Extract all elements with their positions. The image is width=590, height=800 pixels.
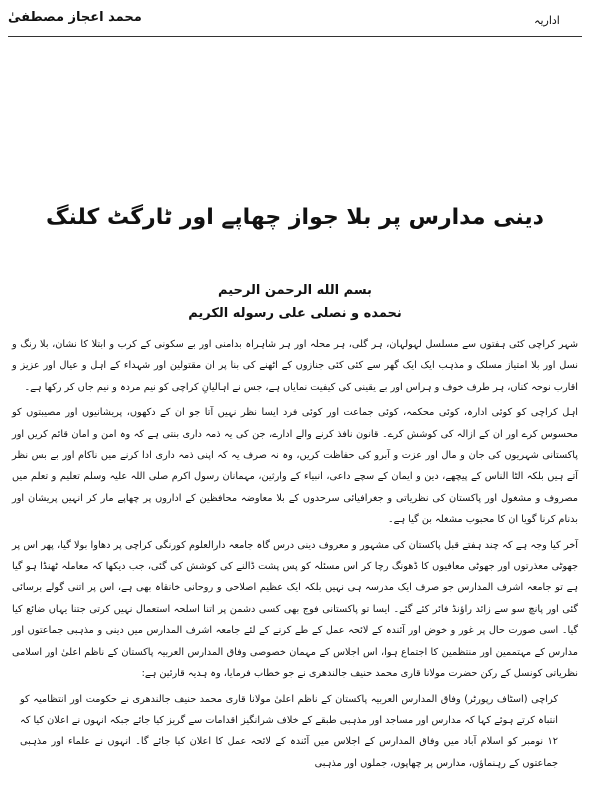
page-title: دینی مدارس پر بلا جواز چھاپے اور ٹارگٹ کلنگ [46,205,544,230]
article-body [12,334,578,778]
section-label: اداریہ [534,14,560,27]
bismillah-line: بسم الله الرحمن الرحيم [218,283,372,298]
hamd-line: نحمده و نصلی علی رسوله الکریم [188,306,402,321]
paragraph: اہل کراچی کو کوئی ادارہ، کوئی محکمہ، کوئی جماعت اور کوئی فرد ایسا نظر نہیں آتا جو ان کے دکھوں، پریشانیوں اور مصیبتوں کو محسوس کرے اور ان کے ازالہ کی کوشش کرے۔ قانون نافذ کرنے والے ادارے، جن کی یہ ذمہ داری بنتی ہے کہ وہ امن و امان قائم کریں اور پاکستانی شہریوں کی جان و مال اور عزت و آبرو کی حفاظت کریں، وہ نہ صرف یہ کہ اپنی ذمہ داری ادا کرنے میں ناکام اور بے بس نظر آتے ہیں بلکہ الٹا الناس کے پیچھے، دین و ایمان کے سچے داعی، انبیاء کے وارثین، مہمانان رسول اکرم صلی اللہ علیہ وسلم تعلیم و تعلم میں مصروف و مشغول اور پاکستان کی نظریاتی و جغرافیائی سرحدوں کے بلا معاوضہ محافظین کے اداروں پر چھاپے مار کر انہیں پریشان اور بدنام کرنا گویا ان کا محبوب مشغلہ بن گیا ہے۔ [12,407,578,526]
header-divider [8,36,582,37]
paragraph: آخر کیا وجہ ہے کہ چند ہفتے قبل پاکستان کی مشہور و معروف دینی درس گاہ جامعہ دارالعلوم کورنگی کراچی پر دھاوا بولا گیا، پھر اس پر جھوٹی معذرتوں اور جھوٹی معافیوں کا ڈھونگ رچا کر اس مسئلہ کو پس پشت ڈالنے کی کوشش کی گئی، جب دیکھا کہ معاملہ ٹھنڈا ہو گیا ہے تو جامعہ اشرف المدارس جو صرف ایک مدرسہ ہی نہیں بلکہ ایک عظیم اصلاحی و روحانی خانقاہ بھی ہے، اس پر اتنی گولے برسائی گئی اور پانچ سو سے زائد راؤنڈ فائر کئے گئے۔ ایسا تو پاکستانی فوج بھی کسی دشمن پر اتنا اسلحہ استعمال نہیں کرتی جتنا یہاں ضائع کیا گیا۔ اسی صورت حال پر غور و خوض اور آئندہ کے لائحہ عمل کے طے کرنے کے لئے جامعہ اشرف المدارس میں دینی و مذہبی جماعتوں اور مدارس کے مہتممین اور منتظمین کا اجتماع ہوا، اس اجلاس کے مہمان خصوصی وفاق المدارس العربیہ پاکستان کے ناظم اعلیٰ اور اسلامی نظریاتی کونسل کے رکن حضرت مولانا قاری محمد حنیف جالندھری نے جو خطاب فرمایا، وہ ہدیہ قارئین ہے: [12,539,578,680]
paragraph: شہر کراچی کئی ہفتوں سے مسلسل لہولہان، ہر گلی، ہر محلہ اور ہر شاہراہ بدامنی اور بے سکونی کے کرب و ابتلا کا نشان، بلا رنگ و نسل اور بلا امتیاز مسلک و مذہب ایک ایک گھر سے کئی کئی جنازوں کے اٹھنے کی بنا پر ان مقتولین اور شہداء کے اہل و عیال اور عزیز و اقارب نوحہ کناں، ہر طرف خوف و ہراس اور بے یقینی کی کیفیت نمایاں ہے، جس نے اہالیانِ کراچی کو نیم مردہ و نیم جاں کر رکھا ہے۔ [12,339,578,393]
paragraph-report: کراچی (اسٹاف رپورٹر) وفاق المدارس العربیہ پاکستان کے ناظم اعلیٰ مولانا قاری محمد حنیف جالندھری نے حکومت اور انتظامیہ کو انتباہ کرتے ہوئے کہا کہ مدارس اور مساجد اور مذہبی طبقے کے خلاف شرانگیز اقدامات سے گریز کیا جائے جبکہ انہوں نے اعلان کیا کہ ۱۲ نومبر کو اسلام آباد میں وفاق المدارس کے اجلاس میں آئندہ کے لائحہ عمل کا اعلان کیا جائے گا۔ انہوں نے علماء اور مذہبی جماعتوں کے رہنماؤں، مدارس پر چھاپوں، جملوں اور مذہبی [20,693,558,769]
author-name: محمد اعجاز مصطفیٰ [8,10,142,25]
